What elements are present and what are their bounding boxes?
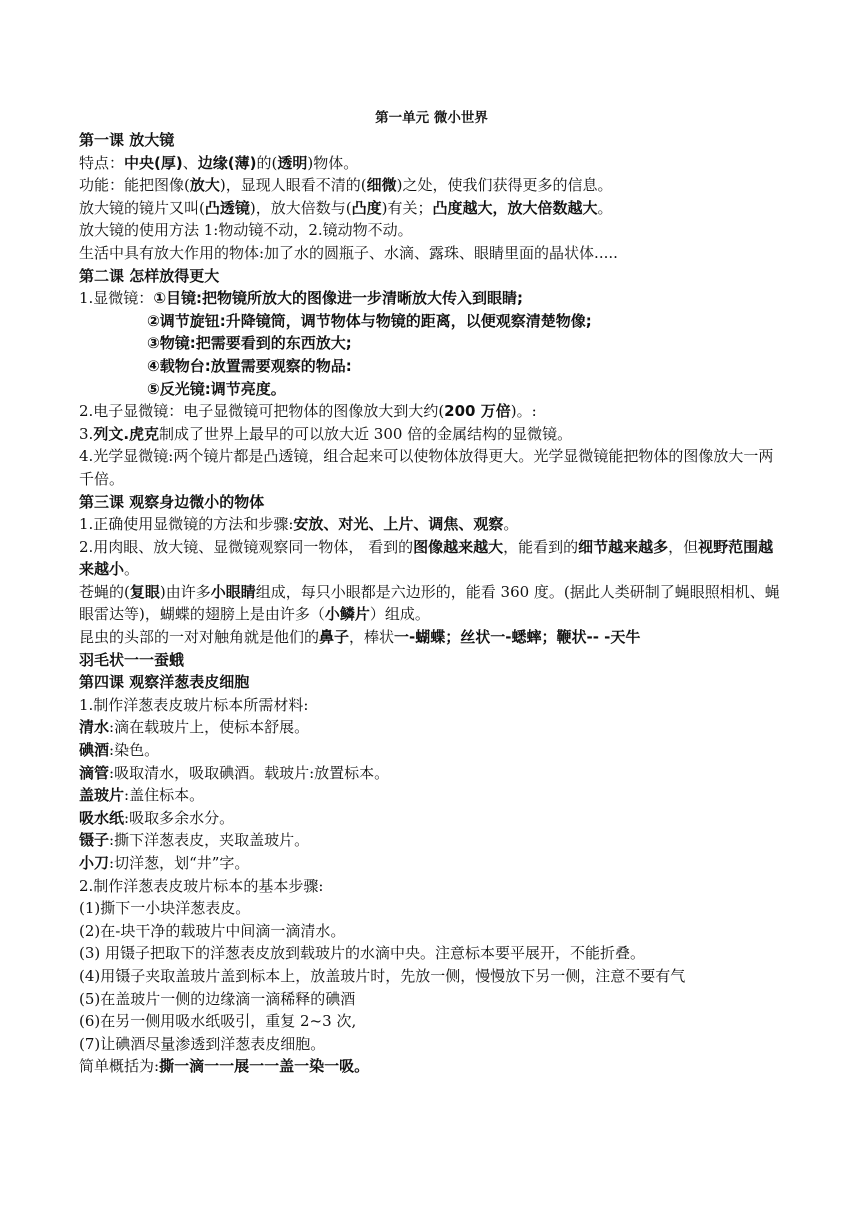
step-item: (1)撕下一小块洋葱表皮。	[79, 899, 251, 918]
lesson1-usage: 放大镜的使用方法 1:物动镜不动，2.镜动物不动。	[79, 221, 413, 240]
material-item: 镊子:撕下洋葱表皮，夹取盖玻片。	[79, 831, 310, 850]
material-item: 吸水纸:吸取多余水分。	[79, 808, 235, 827]
observation-comparison: 2.用肉眼、放大镜、显微镜观察同一物体， 看到的图像越来越大，能看到的细节越来越多，但视野范围越来越小。	[79, 537, 774, 579]
leeuwenhoek: 3.列文.虎克制成了世界上最早的可以放大近 300 倍的金属结构的显微镜。	[79, 424, 573, 443]
microscope-part-3: ③物镜:把需要看到的东西放大;	[147, 334, 352, 353]
electron-microscope: 2.电子显微镜：电子显微镜可把物体的图像放大到大约(200 万倍)。:	[79, 402, 537, 421]
lesson1-function: 功能：能把图像(放大)，显现人眼看不清的(细微)之处，使我们获得更多的信息。	[79, 176, 613, 195]
steps-intro: 2.制作洋葱表皮玻片标本的基本步骤:	[79, 876, 324, 895]
material-item: 碘酒:染色。	[79, 741, 160, 760]
steps-summary: 简单概括为:撕一滴一一展一一盖一染一吸。	[79, 1057, 370, 1076]
insect-antennae: 昆虫的头部的一对对触角就是他们的鼻子，棒状一-蝴蝶；丝状一-蟋蟀；鞭状-- -天牛	[79, 628, 641, 647]
material-item: 小刀:切洋葱，划“井”字。	[79, 854, 250, 872]
lesson2-heading: 第二课 怎样放得更大	[79, 266, 220, 285]
step-item: (2)在-块干净的载玻片中间滴一滴清水。	[79, 921, 346, 940]
lesson1-lens: 放大镜的镜片又叫(凸透镜)，放大倍数与(凸度)有关；凸度越大，放大倍数越大。	[79, 198, 613, 217]
fly-compound-eye: 苍蝇的(复眼)由许多小眼睛组成，每只小眼都是六边形的，能看 360 度。(据此人类研制了蝇眼照相机、蝇眼雷达等)，蝴蝶的翅膀上是由许多（小鳞片）组成。	[79, 582, 780, 624]
lesson4-heading: 第四课 观察洋葱表皮细胞	[79, 673, 250, 692]
material-item: 清水:滴在载玻片上，使标本舒展。	[79, 718, 310, 737]
step-item: (6)在另一侧用吸水纸吸引，重复 2~3 次,	[79, 1012, 357, 1031]
microscope-steps: 1.正确使用显微镜的方法和步骤:安放、对光、上片、调焦、观察。	[79, 515, 519, 534]
step-item: (7)让碘酒尽量渗透到洋葱表皮细胞。	[79, 1034, 326, 1053]
lesson1-features: 特点：中央(厚)、边缘(薄)的(透明)物体。	[79, 153, 359, 172]
step-item: (5)在盖玻片一侧的边缘滴一滴稀释的碘酒	[79, 989, 356, 1008]
material-item: 盖玻片:盖住标本。	[79, 786, 205, 805]
microscope-part-1: 1.显微镜：①目镜:把物镜所放大的图像进一步清晰放大传入到眼睛;	[79, 289, 524, 308]
insect-antennae-feather: 羽毛状一一蚕蛾	[79, 650, 185, 669]
material-item: 滴管:吸取清水，吸取碘酒。载玻片:放置标本。	[79, 763, 390, 782]
materials-intro: 1.制作洋葱表皮玻片标本所需材料:	[79, 695, 309, 714]
step-item: (4)用镊子夹取盖玻片盖到标本上，放盖玻片时，先放一侧，慢慢放下另一侧，注意不要有气	[79, 966, 686, 985]
step-item: (3) 用镊子把取下的洋葱表皮放到载玻片的水滴中央。注意标本要平展开，不能折叠。	[79, 944, 646, 963]
lesson1-heading: 第一课 放大镜	[79, 131, 175, 149]
microscope-part-5: ⑤反光镜:调节亮度。	[147, 379, 286, 398]
document-page	[79, 107, 784, 1078]
unit-title: 第一单元 微小世界	[375, 110, 488, 126]
optical-microscope: 4.光学显微镜:两个镜片都是凸透镜，组合起来可以使物体放得更大。光学显微镜能把物体的图像放大一两千倍。	[79, 447, 774, 488]
lesson3-heading: 第三课 观察身边微小的物体	[79, 492, 265, 511]
microscope-part-2: ②调节旋钮:升降镜筒，调节物体与物镜的距离，以便观察清楚物像;	[147, 311, 592, 330]
microscope-part-4: ④载物台:放置需要观察的物品:	[147, 356, 352, 375]
lesson1-life: 生活中具有放大作用的物体:加了水的圆瓶子、水滴、露珠、眼睛里面的晶状体.....	[79, 243, 618, 262]
